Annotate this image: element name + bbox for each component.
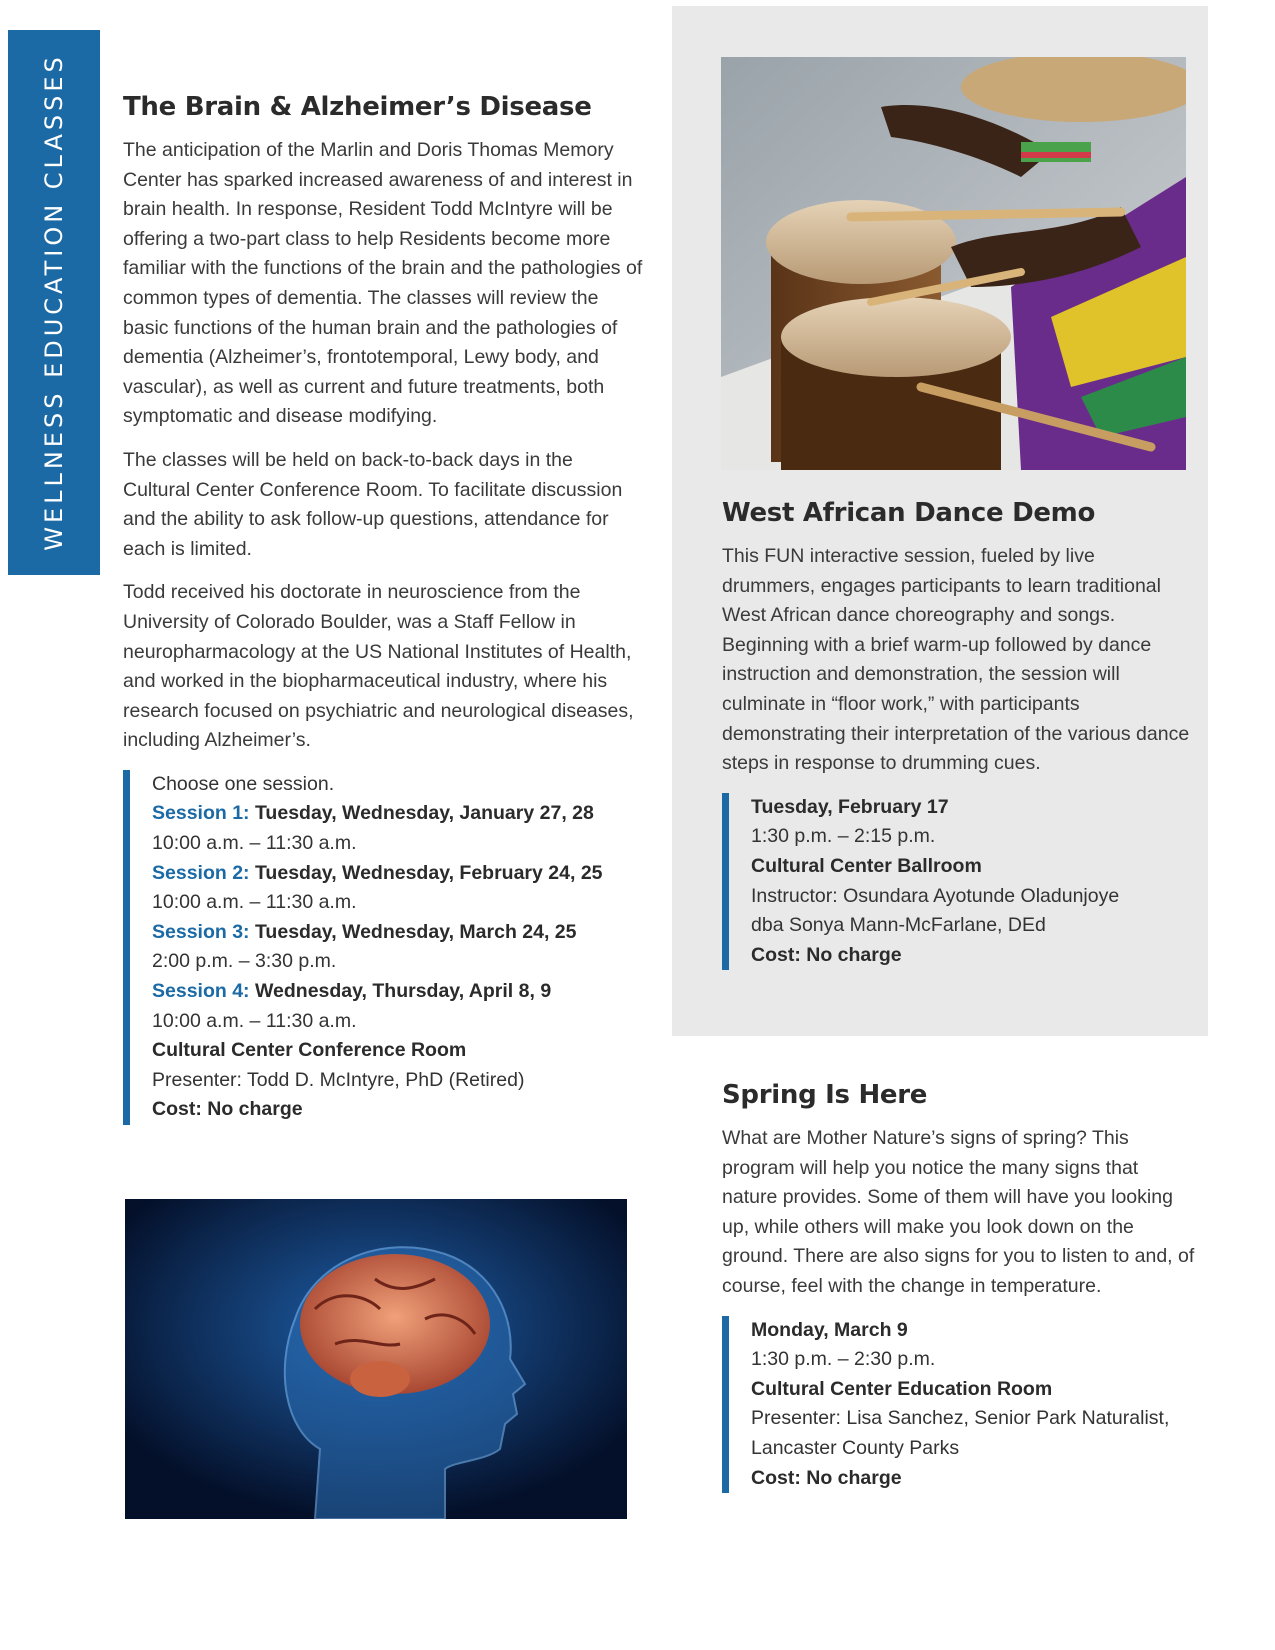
dance-demo-cost: Cost: No charge xyxy=(751,943,902,966)
session-label: Session 2: xyxy=(152,861,250,884)
brain-class-title: The Brain & Alzheimer’s Disease xyxy=(123,92,592,122)
session-days: Tuesday, Wednesday, February 24, 25 xyxy=(254,861,603,884)
spring-cost: Cost: No charge xyxy=(751,1466,902,1489)
session-days: Tuesday, Wednesday, March 24, 25 xyxy=(254,920,577,943)
session-days: Tuesday, Wednesday, January 27, 28 xyxy=(254,802,594,825)
spring-section xyxy=(722,1080,1197,1493)
session-time: 10:00 a.m. – 11:30 a.m. xyxy=(152,891,357,914)
spring-details xyxy=(722,1316,1197,1494)
spring-title: Spring Is Here xyxy=(722,1080,928,1110)
brain-class-cost: Cost: No charge xyxy=(152,1098,303,1121)
dance-demo-details xyxy=(722,793,1192,971)
session-4 xyxy=(152,977,643,1007)
session-2 xyxy=(152,859,643,889)
brain-class-paragraph-2: The classes will be held on back-to-back days in the Cultural Center Conference Room. To facilitate discussion and the ability to ask follow-up questions, attendance for each is limited. xyxy=(123,448,623,560)
session-label: Session 1: xyxy=(152,802,250,825)
brain-class-location: Cultural Center Conference Room xyxy=(152,1039,467,1062)
sidebar-tab xyxy=(8,30,100,575)
spring-presenter-org: Lancaster County Parks xyxy=(751,1436,960,1459)
dance-demo-time: 1:30 p.m. – 2:15 p.m. xyxy=(751,825,936,848)
spring-date: Monday, March 9 xyxy=(751,1318,908,1341)
dance-demo-title: West African Dance Demo xyxy=(722,498,1096,528)
session-label: Session 4: xyxy=(152,980,250,1003)
brain-class-paragraph-1: The anticipation of the Marlin and Doris Thomas Memory Center has sparked increased awareness of and interest in brain health. In response, Resident Todd McIntyre will be offering a two-part class to help Residents become more familiar with the functions of the brain and the pathologies of common types of dementia. The classes will review the basic functions of the human brain and the pathologies of dementia (Alzheimer’s, frontotemporal, Lewy body, and vascular), as well as current and future treatments, both symptomatic and disease modifying. xyxy=(123,139,643,428)
dance-demo-instructor: Instructor: Osundara Ayotunde Oladunjoye xyxy=(751,884,1120,907)
brain-class-presenter: Presenter: Todd D. McIntyre, PhD (Retired) xyxy=(152,1068,525,1091)
brain-photo xyxy=(125,1199,627,1519)
dance-demo-location: Cultural Center Ballroom xyxy=(751,854,982,877)
spring-location: Cultural Center Education Room xyxy=(751,1377,1053,1400)
dance-demo-instructor-credential: dba Sonya Mann-McFarlane, DEd xyxy=(751,914,1046,937)
dance-demo-date: Tuesday, February 17 xyxy=(751,795,949,818)
spring-presenter: Presenter: Lisa Sanchez, Senior Park Naturalist, xyxy=(751,1407,1170,1430)
session-time: 10:00 a.m. – 11:30 a.m. xyxy=(152,1009,357,1032)
brain-class-paragraph-3: Todd received his doctorate in neuroscience from the University of Colorado Boulder, was a Staff Fellow in neuropharmacology at the US National Institutes of Health, and worked in the biopharmaceutical industry, where his research focused on psychiatric and neurological diseases, including Alzheimer’s. xyxy=(123,581,634,752)
dance-demo-description: This FUN interactive session, fueled by live drummers, engages participants to learn traditional West African dance choreography and songs. Beginning with a brief warm-up followed by dance instruction and demonstration, the session will culminate in “floor work,” with participants demonstrating their interpretation of the various dance steps in response to drumming cues. xyxy=(722,545,1190,775)
session-intro: Choose one session. xyxy=(152,772,335,795)
session-days: Wednesday, Thursday, April 8, 9 xyxy=(254,980,552,1003)
sidebar-label: WELLNESS EDUCATION CLASSES xyxy=(40,53,68,551)
session-3 xyxy=(152,918,643,948)
session-time: 2:00 p.m. – 3:30 p.m. xyxy=(152,950,337,973)
drums-photo xyxy=(721,57,1186,470)
session-time: 10:00 a.m. – 11:30 a.m. xyxy=(152,832,357,855)
brain-class-section xyxy=(123,92,643,1125)
dance-demo-section xyxy=(722,498,1192,970)
spring-time: 1:30 p.m. – 2:30 p.m. xyxy=(751,1348,936,1371)
brain-class-details xyxy=(123,770,643,1125)
session-label: Session 3: xyxy=(152,920,250,943)
session-1 xyxy=(152,799,643,829)
spring-description: What are Mother Nature’s signs of spring? This program will help you notice the many signs that nature provides. Some of them will have you looking up, while others will make you look down on the ground. There are also signs for you to listen to and, of course, feel with the change in temperature. xyxy=(722,1127,1195,1297)
